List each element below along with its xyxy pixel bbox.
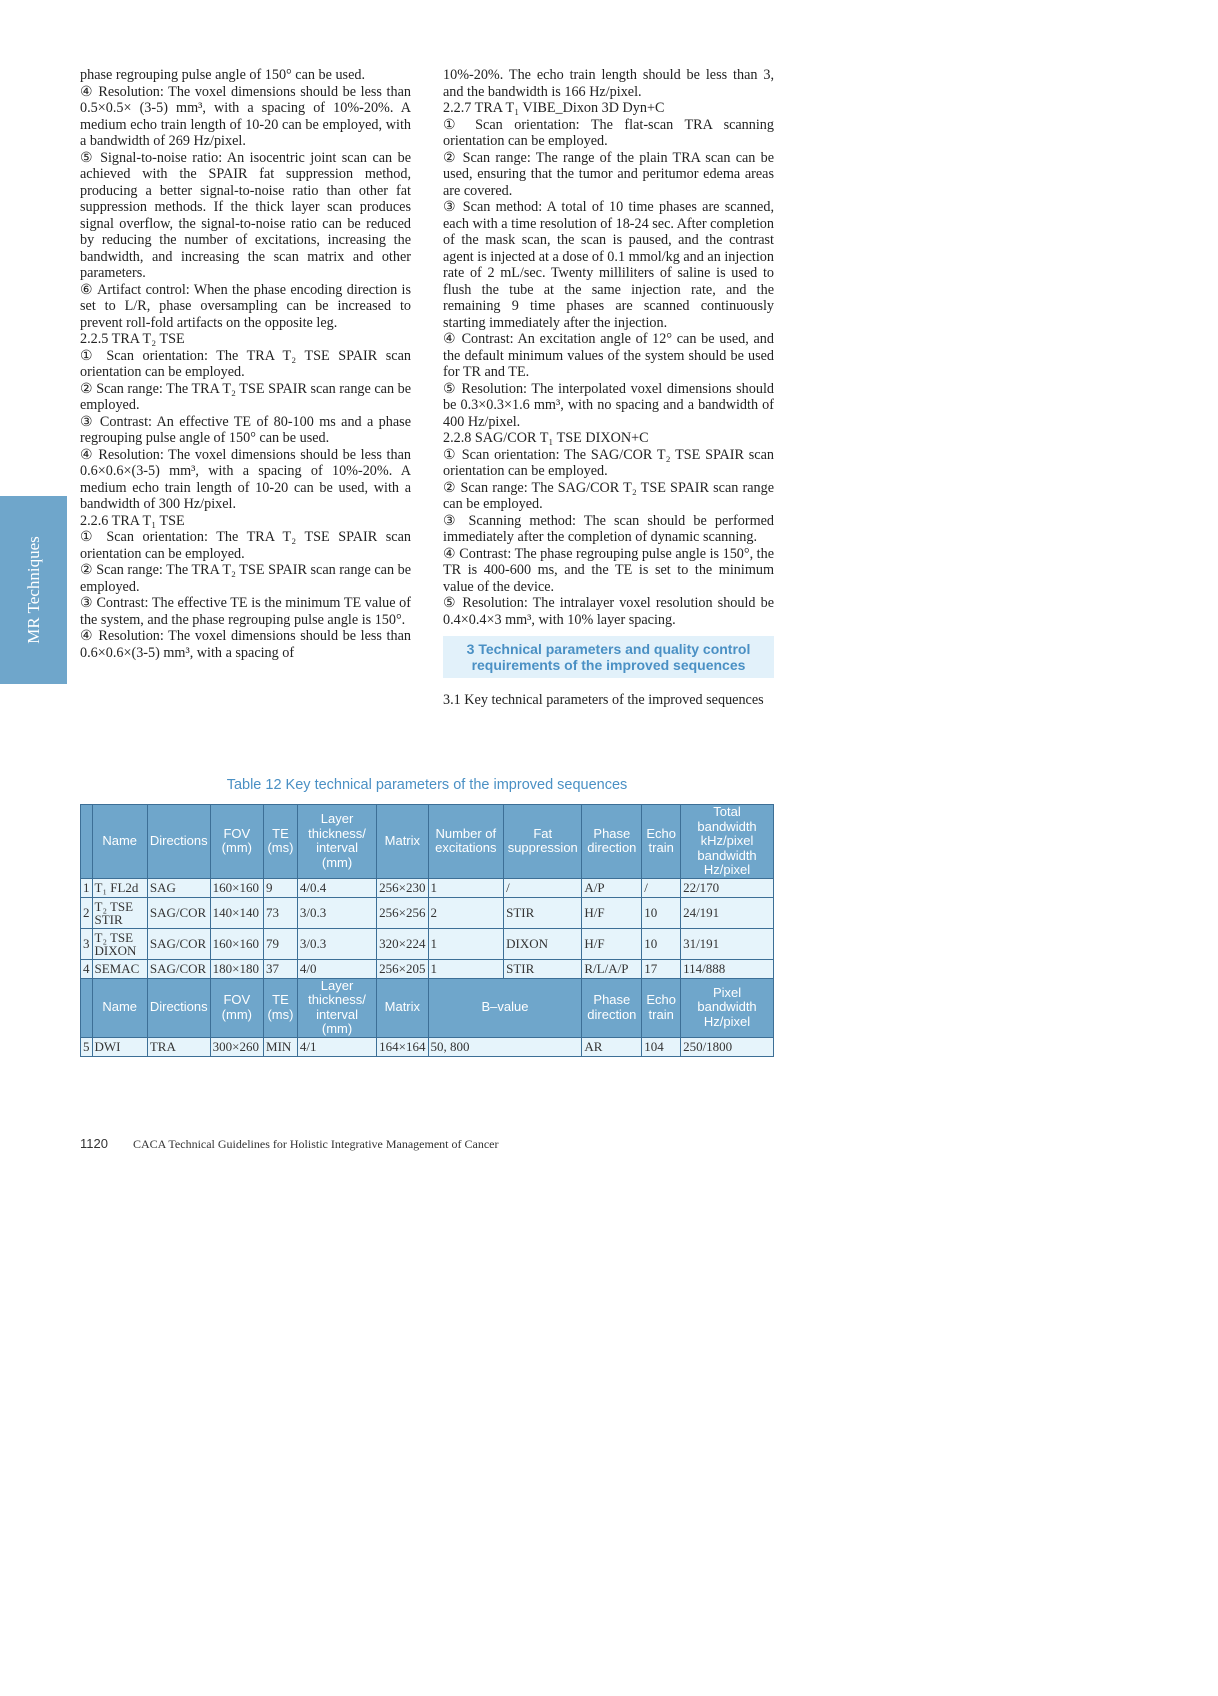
page-number: 1120 bbox=[80, 1136, 108, 1151]
table-cell: 104 bbox=[642, 1037, 681, 1056]
table-caption: Table 12 Key technical parameters of the improved sequences bbox=[226, 777, 628, 793]
table-cell: 140×140 bbox=[210, 897, 263, 928]
header-cell: Phase direction bbox=[582, 978, 642, 1037]
paragraph: ⑥ Artifact control: When the phase encoding direction is set to L/R, phase oversampling can be increased to prevent roll-fold artifacts on the opposite leg. bbox=[80, 281, 411, 331]
table-cell: SEMAC bbox=[92, 959, 147, 978]
paragraph: ② Scan range: The TRA T₂ TSE SPAIR scan range can be employed. bbox=[80, 562, 411, 595]
table-cell: 17 bbox=[642, 959, 681, 978]
table-header-row bbox=[81, 978, 774, 1037]
subsection-heading: 3.1 Key technical parameters of the improved sequences bbox=[443, 692, 764, 708]
table-cell: 1 bbox=[428, 878, 504, 897]
side-section-tab bbox=[0, 496, 67, 684]
table-cell: 79 bbox=[264, 928, 298, 959]
table-cell: 320×224 bbox=[377, 928, 428, 959]
table-cell: 3/0.3 bbox=[297, 897, 376, 928]
paragraph: ⑤ Resolution: The interpolated voxel dimensions should be 0.3×0.3×1.6 mm³, with no spacing and a bandwidth of 400 Hz/pixel. bbox=[443, 380, 774, 430]
header-cell bbox=[81, 978, 93, 1037]
table-cell: 250/1800 bbox=[681, 1037, 774, 1056]
header-cell: Echo train bbox=[642, 978, 681, 1037]
table-cell: T₁ FL2d bbox=[92, 878, 147, 897]
subheading: 2.2.5 TRA T₂ TSE bbox=[80, 331, 185, 347]
header-cell: Directions bbox=[147, 978, 210, 1037]
paragraph: ③ Scanning method: The scan should be performed immediately after the completion of dynamic scanning. bbox=[443, 512, 774, 545]
header-cell: Echo train bbox=[642, 805, 681, 879]
table-cell: 37 bbox=[264, 959, 298, 978]
paragraph: ① Scan orientation: The TRA T₂ TSE SPAIR scan orientation can be employed. bbox=[80, 347, 411, 380]
table-cell: H/F bbox=[582, 928, 642, 959]
table-cell: 114/888 bbox=[681, 959, 774, 978]
paragraph: ② Scan range: The SAG/COR T₂ TSE SPAIR scan range can be employed. bbox=[443, 479, 774, 512]
table-cell: DIXON bbox=[504, 928, 582, 959]
paragraph: phase regrouping pulse angle of 150° can be used. bbox=[80, 67, 366, 83]
table-cell: 24/191 bbox=[681, 897, 774, 928]
header-cell: Name bbox=[92, 805, 147, 879]
table-cell: 10 bbox=[642, 897, 681, 928]
footer-text: CACA Technical Guidelines for Holistic Integrative Management of Cancer bbox=[132, 1137, 499, 1151]
table-cell: 160×160 bbox=[210, 878, 263, 897]
table-row bbox=[81, 897, 774, 928]
table-cell: TRA bbox=[147, 1037, 210, 1056]
header-cell: Name bbox=[92, 978, 147, 1037]
table-cell: SAG/COR bbox=[147, 897, 210, 928]
table-cell: 1 bbox=[81, 878, 93, 897]
header-cell: B–value bbox=[428, 978, 582, 1037]
side-tab-label: MR Techniques bbox=[23, 536, 43, 644]
table-cell: 10 bbox=[642, 928, 681, 959]
table-cell: 4/1 bbox=[297, 1037, 376, 1056]
table-cell: 4/0 bbox=[297, 959, 376, 978]
table-cell: 9 bbox=[264, 878, 298, 897]
table-cell: / bbox=[642, 878, 681, 897]
paragraph: ⑤ Signal-to-noise ratio: An isocentric joint scan can be achieved with the SPAIR fat suppression method, producing a better signal-to-noise ratio than other fat suppression methods. If the thick layer scan produces signal overflow, the signal-to-noise ratio can be reduced by reducing the number of excitations, increasing the bandwidth, and increasing the scan matrix and other parameters. bbox=[80, 149, 411, 281]
header-cell: Total bandwidth kHz/pixel bandwidth Hz/pixel bbox=[681, 805, 774, 879]
table-cell: SAG/COR bbox=[147, 928, 210, 959]
table-cell: 4 bbox=[81, 959, 93, 978]
header-cell: Phase direction bbox=[582, 805, 642, 879]
paragraph: ③ Contrast: The effective TE is the minimum TE value of the system, and the phase regrouping pulse angle is 150°. bbox=[80, 595, 411, 628]
paragraph: ① Scan orientation: The TRA T₂ TSE SPAIR scan orientation can be employed. bbox=[80, 529, 411, 562]
table-cell: STIR bbox=[504, 897, 582, 928]
table-cell: / bbox=[504, 878, 582, 897]
paragraph: ③ Contrast: An effective TE of 80-100 ms and a phase regrouping pulse angle of 150° can be used. bbox=[80, 413, 411, 446]
table-cell: 2 bbox=[81, 897, 93, 928]
header-cell: Directions bbox=[147, 805, 210, 879]
subheading: 2.2.7 TRA T₁ VIBE_Dixon 3D Dyn+C bbox=[443, 100, 665, 116]
table-row bbox=[81, 928, 774, 959]
table-cell: T₂ TSE DIXON bbox=[92, 928, 147, 959]
table-cell: 3 bbox=[81, 928, 93, 959]
paragraph: ① Scan orientation: The flat-scan TRA scanning orientation can be employed. bbox=[443, 116, 774, 149]
table-cell: H/F bbox=[582, 897, 642, 928]
paragraph: ② Scan range: The TRA T₂ TSE SPAIR scan range can be employed. bbox=[80, 380, 411, 413]
header-cell: FOV (mm) bbox=[210, 805, 263, 879]
paragraph: 10%-20%. The echo train length should be less than 3, and the bandwidth is 166 Hz/pixel. bbox=[443, 67, 774, 100]
table-cell: 4/0.4 bbox=[297, 878, 376, 897]
table-cell: 180×180 bbox=[210, 959, 263, 978]
header-cell: TE (ms) bbox=[264, 978, 298, 1037]
paragraph: ④ Resolution: The voxel dimensions should be less than 0.5×0.5× (3-5) mm³, with a spacing of 10%-20%. A medium echo train length of 10-20 can be employed, with a bandwidth of 269 Hz/pixel. bbox=[80, 83, 411, 149]
header-cell bbox=[81, 805, 93, 879]
subheading: 2.2.8 SAG/COR T₁ TSE DIXON+C bbox=[443, 430, 649, 446]
header-cell: Pixel bandwidth Hz/pixel bbox=[681, 978, 774, 1037]
table-cell: AR bbox=[582, 1037, 642, 1056]
paragraph: ④ Resolution: The voxel dimensions should be less than 0.6×0.6×(3-5) mm³, with a spacing of bbox=[80, 628, 411, 661]
left-text-column bbox=[80, 67, 411, 661]
table-row bbox=[81, 878, 774, 897]
table-cell: 160×160 bbox=[210, 928, 263, 959]
header-cell: Matrix bbox=[377, 805, 428, 879]
right-text-column bbox=[443, 67, 774, 709]
paragraph: ① Scan orientation: The SAG/COR T₂ TSE SPAIR scan orientation can be employed. bbox=[443, 446, 774, 479]
table-cell: R/L/A/P bbox=[582, 959, 642, 978]
table-cell: 2 bbox=[428, 897, 504, 928]
section-heading: 3 Technical parameters and quality control requirements of the improved sequences bbox=[443, 636, 774, 678]
table-cell: DWI bbox=[92, 1037, 147, 1056]
table-cell: 256×256 bbox=[377, 897, 428, 928]
header-cell: Number of excitations bbox=[428, 805, 504, 879]
table-cell: MIN bbox=[264, 1037, 298, 1056]
table-header-row bbox=[81, 805, 774, 879]
table-cell: T₂ TSE STIR bbox=[92, 897, 147, 928]
table-cell: 256×205 bbox=[377, 959, 428, 978]
paragraph: ④ Resolution: The voxel dimensions should be less than 0.6×0.6×(3-5) mm³, with a spacing of 10%-20%. A medium echo train length of 10-20 can be used, with a bandwidth of 300 Hz/pixel. bbox=[80, 446, 411, 512]
table-cell: 31/191 bbox=[681, 928, 774, 959]
table-cell: 300×260 bbox=[210, 1037, 263, 1056]
header-cell: Matrix bbox=[377, 978, 428, 1037]
table-cell: 5 bbox=[81, 1037, 93, 1056]
parameters-table bbox=[80, 804, 774, 1057]
table-cell: 73 bbox=[264, 897, 298, 928]
paragraph: ⑤ Resolution: The intralayer voxel resolution should be 0.4×0.4×3 mm³, with 10% layer spacing. bbox=[443, 595, 774, 628]
header-cell: TE (ms) bbox=[264, 805, 298, 879]
header-cell: Layer thickness/ interval (mm) bbox=[297, 805, 376, 879]
paragraph: ③ Scan method: A total of 10 time phases are scanned, each with a time resolution of 18-24 sec. After completion of the mask scan, the scan is paused, and the contrast agent is injected at a dose of 0.1 mmol/kg and an injection rate of 2 mL/sec. Twenty milliliters of saline is used to flush the tube at the same injection rate, and the remaining 9 time phases are scanned continuously starting immediately after the injection. bbox=[443, 199, 774, 331]
paragraph: ④ Contrast: An excitation angle of 12° can be used, and the default minimum values of the system should be used for TR and TE. bbox=[443, 331, 774, 380]
table-cell: SAG/COR bbox=[147, 959, 210, 978]
header-cell: Layer thickness/ interval (mm) bbox=[297, 978, 376, 1037]
header-cell: FOV (mm) bbox=[210, 978, 263, 1037]
paragraph: ② Scan range: The range of the plain TRA scan can be used, ensuring that the tumor and peritumor edema areas are covered. bbox=[443, 149, 774, 199]
table-cell: 3/0.3 bbox=[297, 928, 376, 959]
table-cell: STIR bbox=[504, 959, 582, 978]
header-cell: Fat suppression bbox=[504, 805, 582, 879]
table-cell: 164×164 bbox=[377, 1037, 428, 1056]
table-cell: 22/170 bbox=[681, 878, 774, 897]
table-cell: 256×230 bbox=[377, 878, 428, 897]
table-cell: 1 bbox=[428, 928, 504, 959]
table-row bbox=[81, 1037, 774, 1056]
subheading: 2.2.6 TRA T₁ TSE bbox=[80, 512, 185, 529]
page-footer bbox=[80, 1136, 498, 1152]
paragraph: ④ Contrast: The phase regrouping pulse angle is 150°, the TR is 400-600 ms, and the TE is set to the minimum value of the device. bbox=[443, 545, 774, 595]
table-cell: 1 bbox=[428, 959, 504, 978]
table-cell: SAG bbox=[147, 878, 210, 897]
table-row bbox=[81, 959, 774, 978]
table-cell: A/P bbox=[582, 878, 642, 897]
table-cell: 50, 800 bbox=[428, 1037, 582, 1056]
